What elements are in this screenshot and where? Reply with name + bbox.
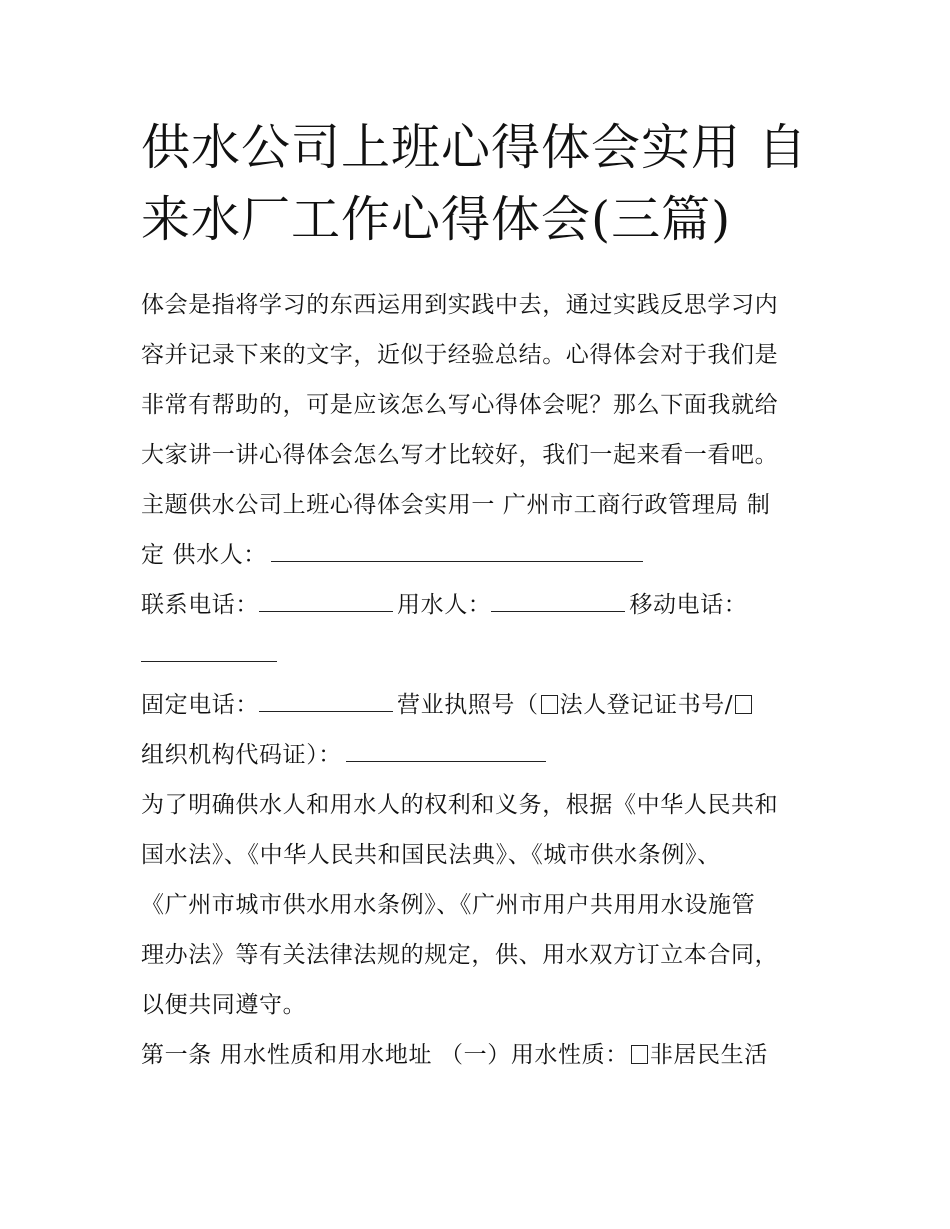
org-code-label: 组织机构代码证）： bbox=[141, 742, 342, 768]
org-code-checkbox[interactable] bbox=[735, 695, 752, 714]
fixed-phone-label: 固定电话： bbox=[141, 692, 259, 718]
supplier-row bbox=[141, 530, 821, 580]
legal-cert-label: 法人登记证书号/ bbox=[559, 692, 734, 718]
supplier-label: 定 供水人： bbox=[141, 542, 267, 568]
purpose-line-3: 《广州市城市供水用水条例》、《广州市用户共用用水设施管 bbox=[141, 892, 756, 918]
contact-row bbox=[141, 580, 821, 630]
purpose-line-2: 国水法》、《中华人民共和国民法典》、《城市供水条例》、 bbox=[141, 842, 721, 868]
intro-line-4: 大家讲一讲心得体会怎么写才比较好，我们一起来看一看吧。 bbox=[141, 442, 779, 468]
mobile-blank bbox=[141, 639, 277, 662]
heading-line-1: 主题供水公司上班心得体会实用一 广州市工商行政管理局 制 bbox=[141, 492, 771, 518]
purpose-line-4: 理办法》等有关法律法规的规定，供、用水双方订立本合同， bbox=[141, 942, 779, 968]
article-1-option: 非居民生活 bbox=[649, 1042, 768, 1068]
article-1-prefix: 第一条 用水性质和用水地址 （一）用水性质： bbox=[141, 1042, 629, 1068]
mobile-label: 移动电话： bbox=[629, 592, 748, 618]
water-user-label: 用水人： bbox=[397, 592, 492, 618]
document-page bbox=[141, 112, 821, 256]
title-line-2: 来水厂工作心得体会(三篇) bbox=[141, 191, 732, 248]
fixed-phone-blank bbox=[259, 689, 393, 712]
org-code-blank bbox=[346, 739, 546, 762]
supplier-blank bbox=[271, 539, 643, 562]
legal-cert-checkbox[interactable] bbox=[541, 695, 558, 714]
fixed-phone-row bbox=[141, 680, 821, 730]
article-1-row bbox=[141, 1030, 821, 1080]
mobile-blank-row bbox=[141, 630, 821, 680]
purpose-line-1: 为了明确供水人和用水人的权利和义务，根据《中华人民共和 bbox=[141, 792, 779, 818]
license-label: 营业执照号（ bbox=[397, 692, 539, 718]
contact-phone-blank bbox=[259, 589, 393, 612]
document-title bbox=[141, 112, 821, 256]
title-line-1: 供水公司上班心得体会实用 自 bbox=[141, 119, 808, 176]
water-user-blank bbox=[491, 589, 625, 612]
intro-line-1: 体会是指将学习的东西运用到实践中去，通过实践反思学习内 bbox=[141, 292, 779, 318]
purpose-line-5: 以便共同遵守。 bbox=[141, 992, 307, 1018]
contact-phone-label: 联系电话： bbox=[141, 592, 259, 618]
org-code-row bbox=[141, 730, 821, 780]
intro-line-3: 非常有帮助的，可是应该怎么写心得体会呢？那么下面我就给 bbox=[141, 392, 779, 418]
intro-line-2: 容并记录下来的文字，近似于经验总结。心得体会对于我们是 bbox=[141, 342, 779, 368]
document-body bbox=[141, 280, 821, 1080]
non-residential-checkbox[interactable] bbox=[631, 1045, 648, 1064]
